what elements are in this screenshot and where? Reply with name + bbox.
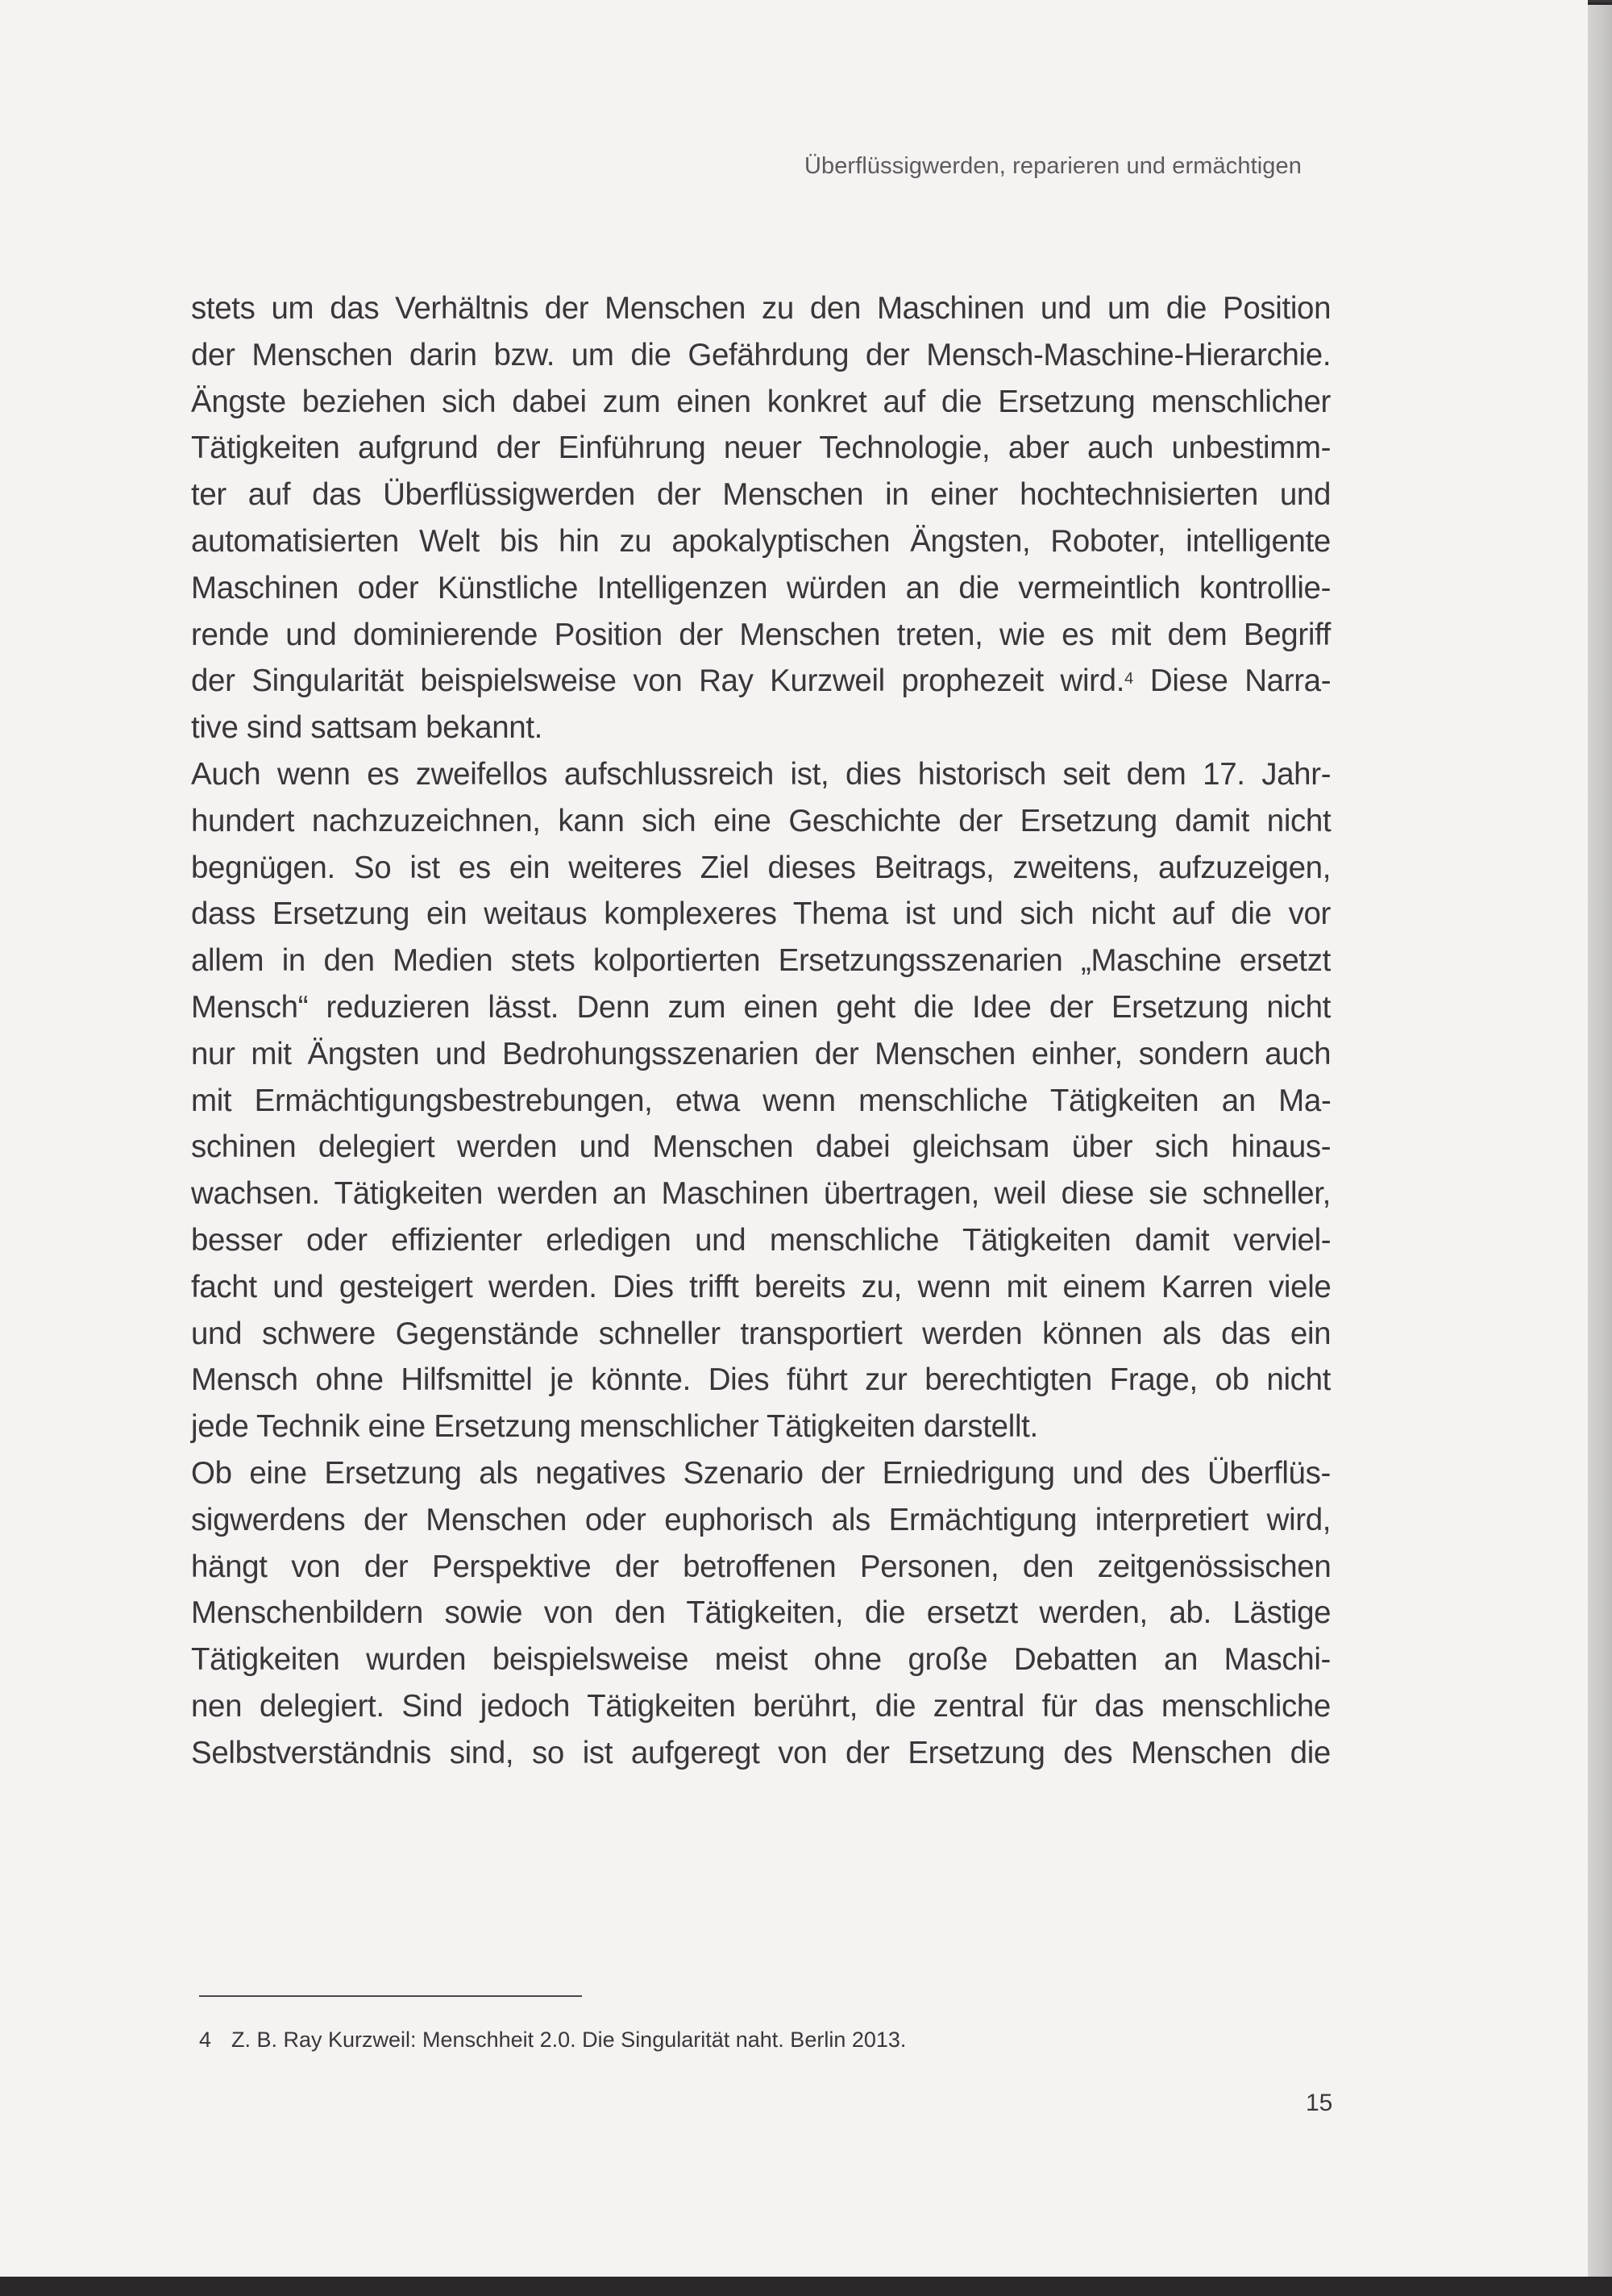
- text-line: automatisierten Welt bis hin zu apokalyptischen Ängsten, Roboter, intelligente: [191, 523, 1331, 559]
- text-line: facht und gesteigert werden. Dies trifft bereits zu, wenn mit einem Karren viele: [191, 1269, 1332, 1304]
- body-text: [191, 285, 1331, 1777]
- text-line: nen delegiert. Sind jedoch Tätigkeiten berührt, die zentral für das menschliche: [191, 1688, 1331, 1724]
- text-segment: Diese Narra-: [1133, 663, 1332, 699]
- text-line: der Menschen darin bzw. um die Gefährdung der Mensch-Maschine-Hierarchie.: [191, 337, 1332, 372]
- text-line: Ob eine Ersetzung als negatives Szenario der Erniedrigung und des Überflüs-: [191, 1455, 1331, 1491]
- text-line: schinen delegiert werden und Menschen dabei gleichsam über sich hinaus-: [191, 1129, 1332, 1165]
- text-line: und schwere Gegenstände schneller transportiert werden können als das ein: [191, 1316, 1332, 1351]
- footnote-rule: [199, 1995, 582, 1997]
- text-segment: der Singularität beispielsweise von Ray Kurzweil prophezeit wird.: [191, 663, 1125, 699]
- text-line: rende und dominierende Position der Menschen treten, wie es mit dem Begriff: [191, 617, 1332, 652]
- text-line: jede Technik eine Ersetzung menschlicher Tätigkeiten darstellt.: [191, 1409, 1038, 1445]
- text-line: wachsen. Tätigkeiten werden an Maschinen übertragen, weil diese sie schneller,: [191, 1176, 1331, 1212]
- text-line: allem in den Medien stets kolportierten Ersetzungsszenarien „Maschine ersetzt: [191, 943, 1331, 979]
- footnote-number: 4: [199, 2028, 212, 2052]
- text-line: Tätigkeiten wurden beispielsweise meist ohne große Debatten an Maschi-: [191, 1642, 1331, 1678]
- text-line: besser oder effizienter erledigen und menschliche Tätigkeiten damit verviel-: [191, 1222, 1332, 1258]
- text-line: Mensch ohne Hilfsmittel je könnte. Dies führt zur berechtigten Frage, ob nicht: [191, 1362, 1331, 1398]
- text-line: begnügen. So ist es ein weiteres Ziel dieses Beitrags, zweitens, aufzuzeigen,: [191, 850, 1332, 885]
- text-line: nur mit Ängsten und Bedrohungsszenarien der Menschen einher, sondern auch: [191, 1036, 1332, 1071]
- text-line: dass Ersetzung ein weitaus komplexeres Thema ist und sich nicht auf die vor: [191, 896, 1331, 932]
- page-edge-shadow: [1588, 5, 1612, 2277]
- text-line: tive sind sattsam bekannt.: [191, 710, 543, 746]
- text-line: ter auf das Überflüssigwerden der Menschen in einer hochtechnisierten und: [191, 477, 1331, 513]
- text-line: stets um das Verhältnis der Menschen zu den Maschinen und um die Position: [191, 291, 1332, 326]
- footnote-reference[interactable]: 4: [1124, 670, 1134, 688]
- text-line: mit Ermächtigungsbestrebungen, etwa wenn menschliche Tätigkeiten an Ma-: [191, 1083, 1332, 1118]
- footnote: [199, 2028, 906, 2053]
- page-number: 15: [1306, 2090, 1333, 2116]
- text-line: Selbstverständnis sind, so ist aufgeregt von der Ersetzung des Menschen die: [191, 1735, 1331, 1770]
- text-line: Maschinen oder Künstliche Intelligenzen würden an die vermeintlich kontrollie-: [191, 570, 1332, 605]
- footnote-text: Z. B. Ray Kurzweil: Menschheit 2.0. Die Singularität naht. Berlin 2013.: [231, 2028, 907, 2052]
- text-line: hängt von der Perspektive der betroffenen Personen, den zeitgenössischen: [191, 1549, 1332, 1584]
- running-head: Überflüssigwerden, reparieren und ermächtigen: [804, 153, 1302, 179]
- text-line: Menschenbildern sowie von den Tätigkeiten, die ersetzt werden, ab. Lästige: [191, 1595, 1332, 1631]
- text-line: Auch wenn es zweifellos aufschlussreich ist, dies historisch seit dem 17. Jahr-: [191, 756, 1332, 792]
- text-line: [191, 658, 1331, 705]
- text-line: hundert nachzuzeichnen, kann sich eine Geschichte der Ersetzung damit nicht: [191, 803, 1332, 838]
- text-line: Ängste beziehen sich dabei zum einen konkret auf die Ersetzung menschlicher: [191, 384, 1331, 419]
- text-line: sigwerdens der Menschen oder euphorisch als Ermächtigung interpretiert wird,: [191, 1502, 1332, 1537]
- scan-bottom-edge: [0, 2277, 1612, 2296]
- text-line: Mensch“ reduzieren lässt. Denn zum einen geht die Idee der Ersetzung nicht: [191, 989, 1331, 1025]
- text-line: Tätigkeiten aufgrund der Einführung neuer Technologie, aber auch unbestimm-: [191, 430, 1332, 466]
